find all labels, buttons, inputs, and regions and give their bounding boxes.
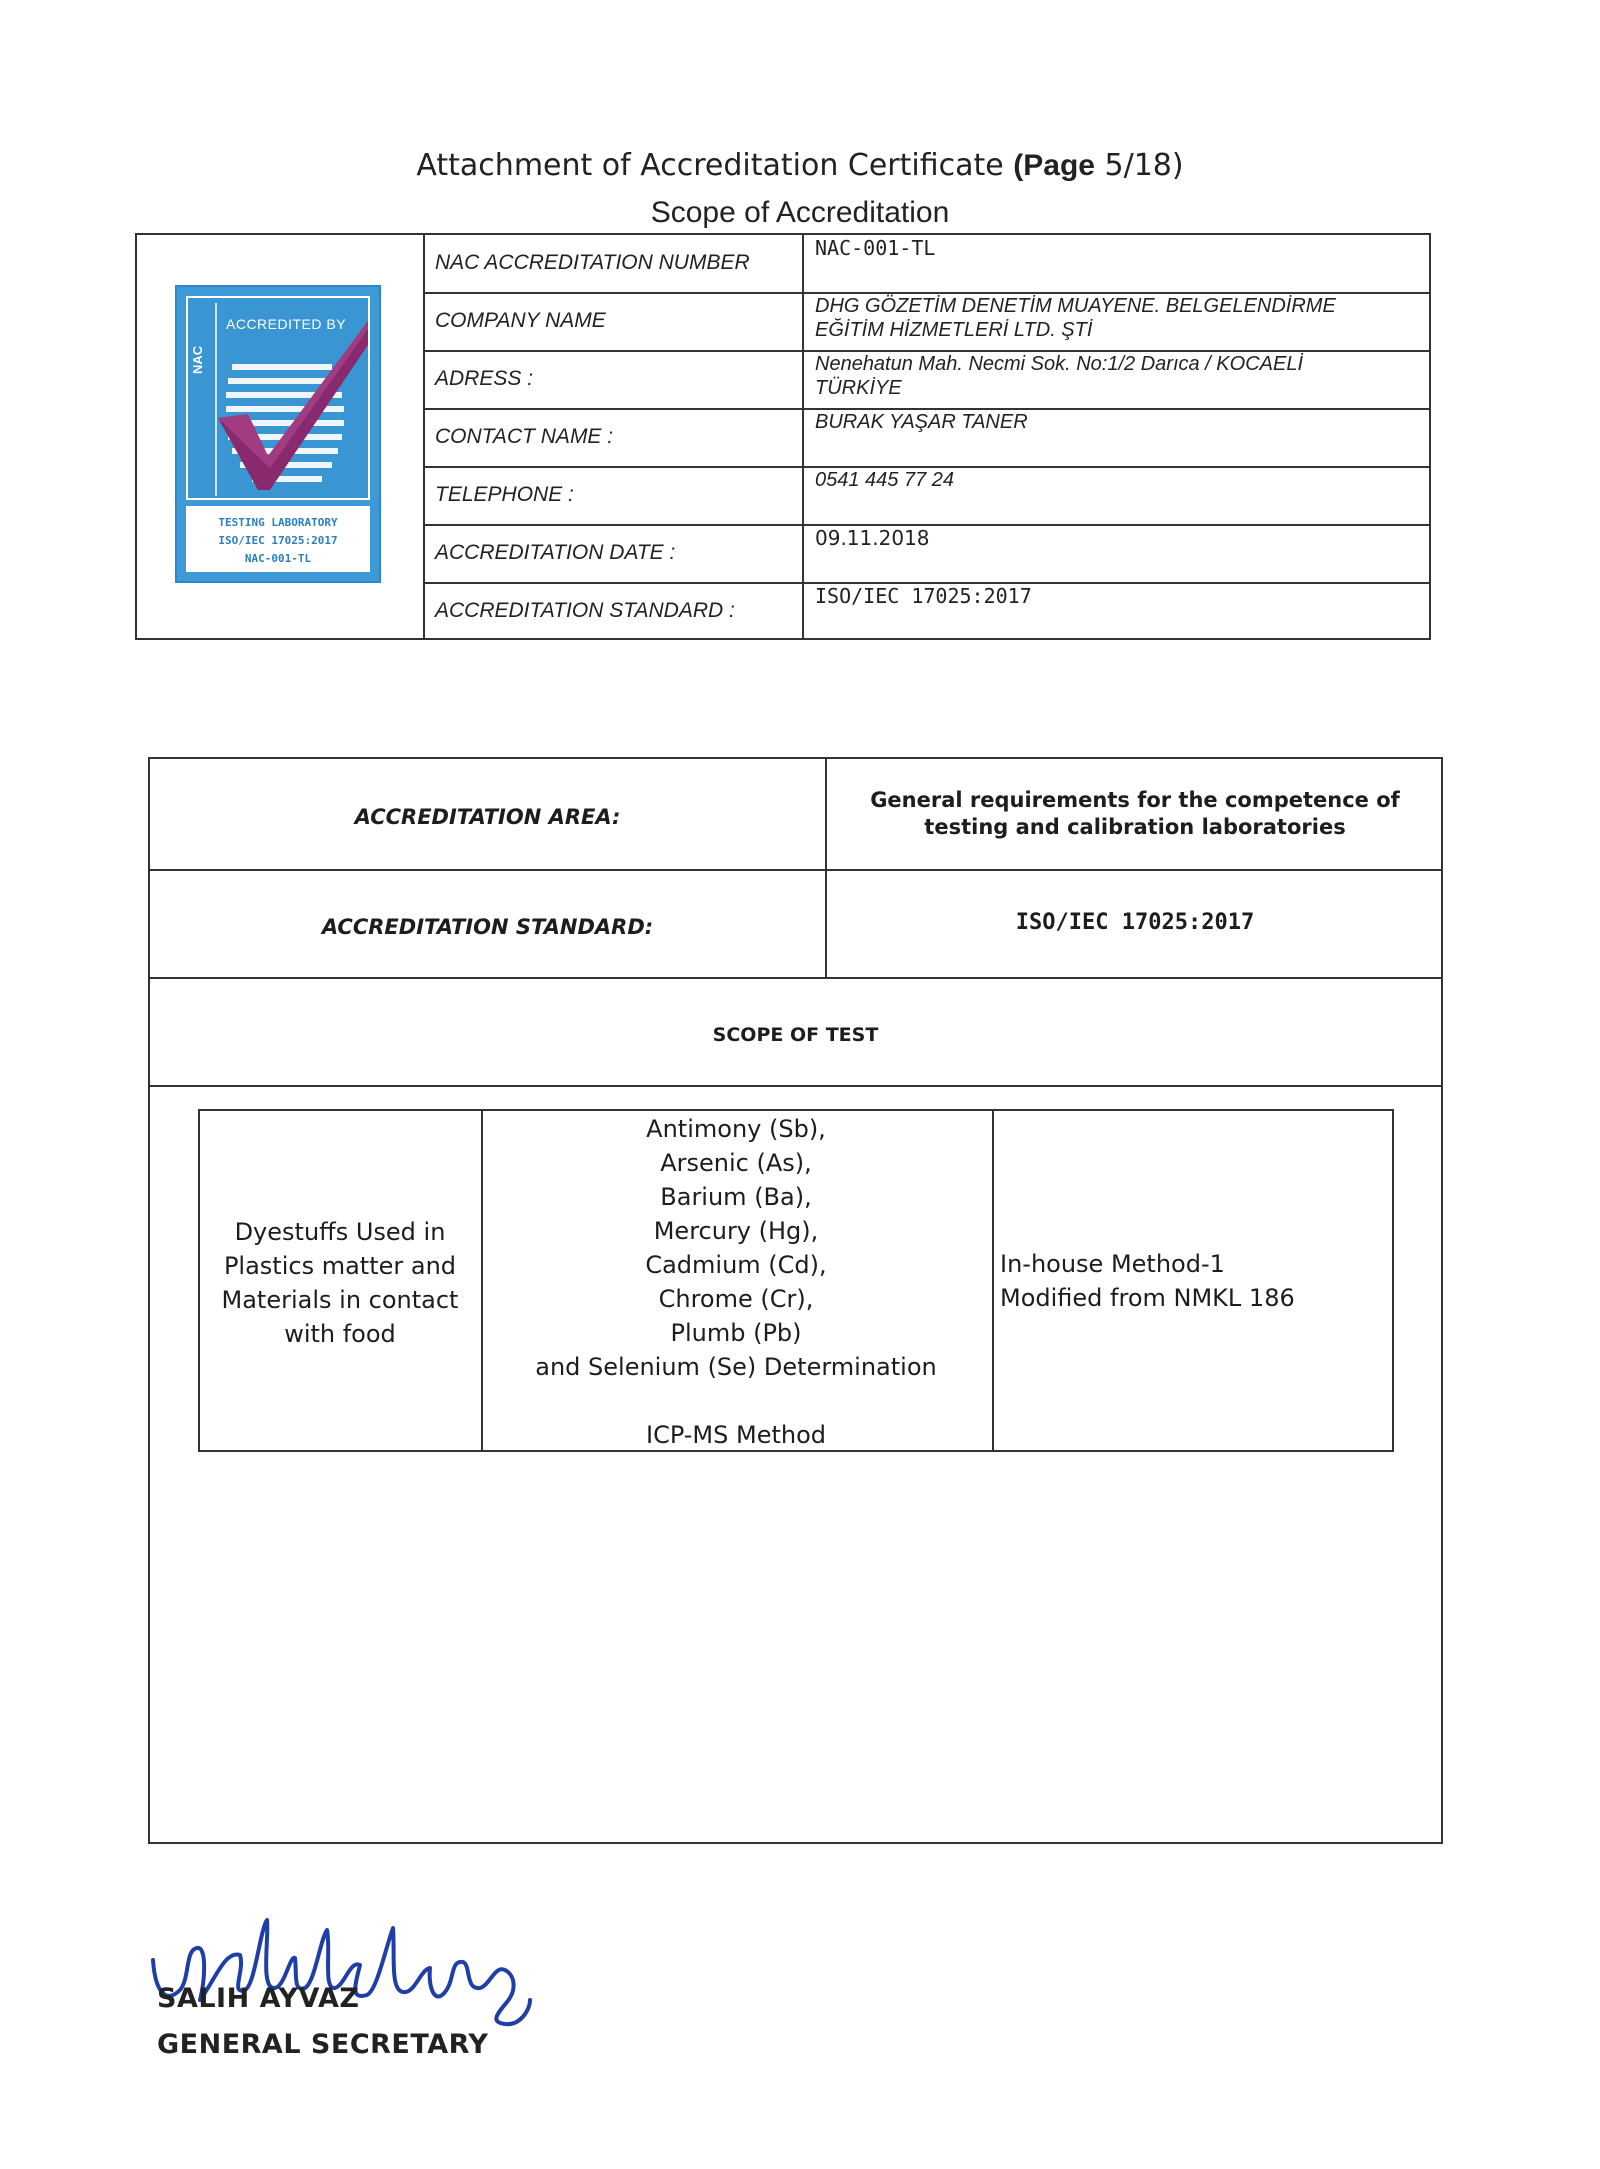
badge-line-3: NAC-001-TL [244, 552, 312, 565]
info-table-divider-value [802, 235, 804, 638]
test-analyte-cell [481, 1112, 991, 1452]
analyte-spacer [481, 1384, 991, 1418]
test-reference-cell [1000, 1247, 1390, 1315]
test-material-cell [200, 1215, 480, 1351]
value-scope-accreditation-standard: ISO/IEC 17025:2017 [1015, 910, 1255, 935]
label-address: ADRESS : [435, 367, 534, 390]
analyte-method: ICP-MS Method [645, 1421, 827, 1449]
material-line: Materials in contact [221, 1286, 459, 1314]
accreditation-badge [175, 285, 381, 583]
value-address-line2: TÜRKİYE [815, 377, 902, 399]
value-address-line1: Nenehatun Mah. Necmi Sok. No:1/2 Darıca / KOCAELİ [815, 353, 1303, 375]
material-line: Plastics matter and [223, 1252, 457, 1280]
analyte-line: Cadmium (Cd), [645, 1251, 827, 1279]
label-company-name: COMPANY NAME [435, 309, 606, 332]
label-accreditation-area: ACCREDITATION AREA: [354, 805, 621, 829]
badge-text-box [186, 506, 370, 572]
analyte-line: Chrome (Cr), [658, 1285, 814, 1313]
label-accreditation-standard: ACCREDITATION STANDARD : [435, 599, 735, 622]
label-accreditation-number: NAC ACCREDITATION NUMBER [435, 251, 750, 274]
material-line: with food [284, 1320, 396, 1348]
analyte-line: Antimony (Sb), [646, 1115, 826, 1143]
value-accreditation-area [827, 787, 1443, 841]
badge-accredited-by: ACCREDITED BY [226, 316, 347, 332]
label-scope-accreditation-standard: ACCREDITATION STANDARD: [321, 915, 654, 939]
signatory-name: SALIH AYVAZ [157, 1983, 360, 2014]
value-accreditation-area-line2: testing and calibration laboratories [924, 815, 1346, 839]
label-contact-name: CONTACT NAME : [435, 425, 614, 448]
badge-line-1: TESTING LABORATORY [218, 516, 338, 529]
analyte-line: and Selenium (Se) Determination [535, 1353, 937, 1381]
reference-line: In-house Method-1 [1000, 1250, 1225, 1278]
analyte-line: Arsenic (As), [660, 1149, 812, 1177]
value-company-name-line1: DHG GÖZETİM DENETİM MUAYENE. BELGELENDİRME [815, 295, 1336, 317]
scope-row-line [150, 1085, 1441, 1087]
value-accreditation-number: NAC-001-TL [815, 236, 936, 260]
signatory-title: GENERAL SECRETARY [157, 2029, 489, 2060]
page-title [0, 148, 1600, 183]
title-prefix: Attachment of Accreditation Certificate [416, 148, 1014, 183]
scope-row-line [150, 869, 1441, 871]
test-col-line [992, 1111, 994, 1450]
value-accreditation-date: 09.11.2018 [815, 526, 930, 550]
badge-logo-area [186, 296, 370, 500]
title-page-word: (Page [1013, 149, 1095, 182]
value-company-name-line2: EĞİTİM HİZMETLERİ LTD. ŞTİ [815, 319, 1093, 341]
value-contact-name: BURAK YAŞAR TANER [815, 411, 1028, 433]
page-subtitle: Scope of Accreditation [650, 196, 950, 229]
label-telephone: TELEPHONE : [435, 483, 574, 506]
scope-of-test-heading: SCOPE OF TEST [712, 1024, 879, 1046]
info-table-divider-logo [423, 235, 425, 638]
analyte-line: Mercury (Hg), [653, 1217, 819, 1245]
value-accreditation-area-line1: General requirements for the competence of [870, 788, 1400, 812]
reference-line: Modified from NMKL 186 [1000, 1284, 1295, 1312]
badge-org: NAC [190, 345, 205, 374]
value-accreditation-standard: ISO/IEC 17025:2017 [815, 584, 1032, 608]
analyte-line: Plumb (Pb) [670, 1319, 802, 1347]
label-accreditation-date: ACCREDITATION DATE : [435, 541, 676, 564]
analyte-line: Barium (Ba), [660, 1183, 812, 1211]
badge-line-2: ISO/IEC 17025:2017 [218, 534, 338, 547]
title-page-number: 5/18) [1094, 148, 1184, 183]
material-line: Dyestuffs Used in [234, 1218, 446, 1246]
scope-row-line [150, 977, 1441, 979]
value-telephone: 0541 445 77 24 [815, 469, 955, 491]
